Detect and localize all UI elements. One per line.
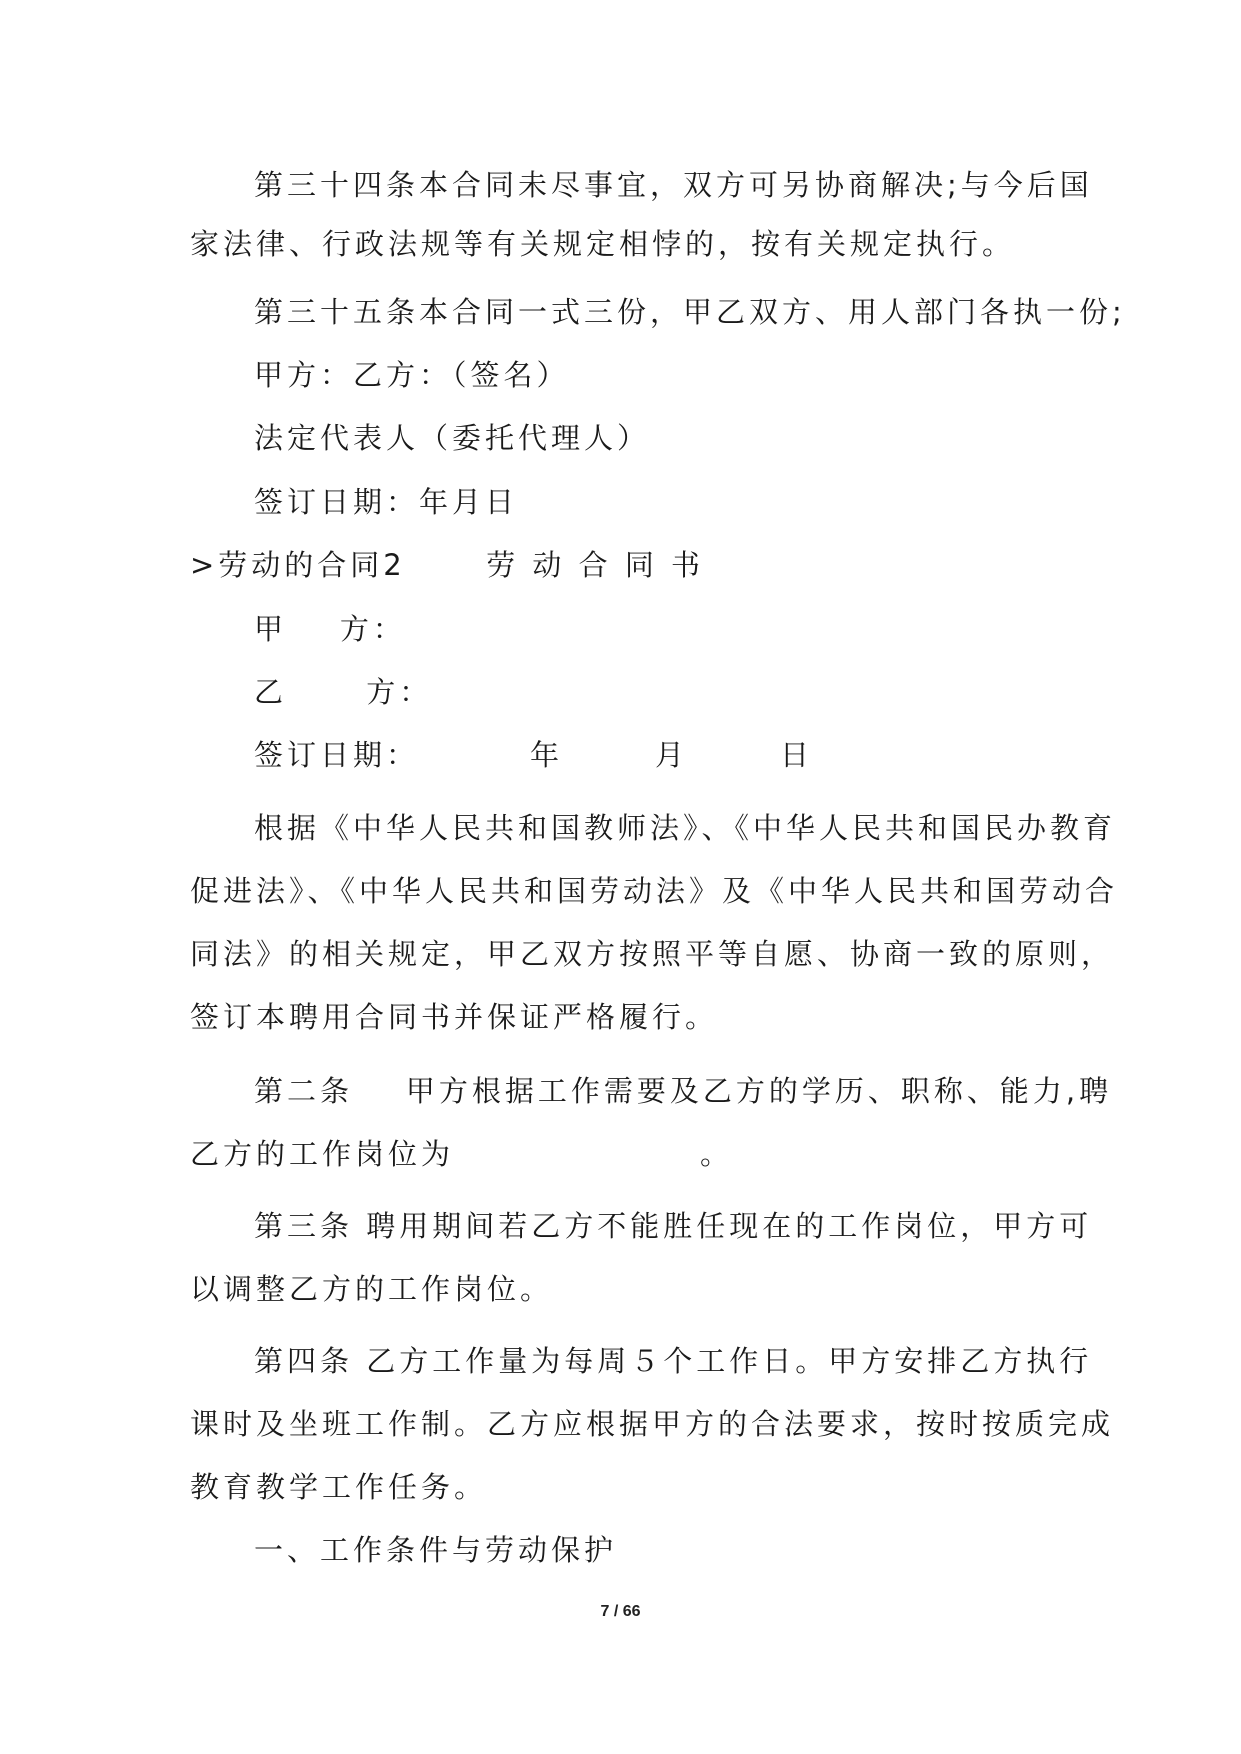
paragraph-line: 根据《中华人民共和国教师法》、《中华人民共和国民办教育 — [254, 811, 1117, 845]
paragraph-line: 法定代表人（委托代理人） — [254, 421, 651, 455]
month-label: 月 — [655, 738, 689, 772]
paragraph-line: 签订本聘用合同书并保证严格履行。 — [190, 1000, 719, 1034]
job-position-label: 乙方的工作岗位为 — [190, 1137, 455, 1171]
paragraph-line: 家法律、行政法规等有关规定相悖的，按有关规定执行。 — [190, 227, 1016, 261]
day-label: 日 — [780, 738, 814, 772]
party-a-line: 甲 方： — [254, 612, 406, 646]
page-number: 7 / 66 — [600, 1603, 641, 1620]
signing-date-label: 签订日期： — [254, 738, 420, 772]
paragraph-line: 第三十四条本合同未尽事宜，双方可另协商解决;与今后国 — [254, 168, 1093, 202]
paragraph-line: 促进法》、《中华人民共和国劳动法》及《中华人民共和国劳动合 — [190, 874, 1119, 908]
paragraph-line: 同法》的相关规定，甲乙双方按照平等自愿、协商一致的原则， — [190, 937, 1115, 971]
paragraph-line: 第四条 乙方工作量为每周５个工作日。甲方安排乙方执行 — [254, 1344, 1093, 1378]
document-title: 劳 动 合 同 书 — [486, 548, 705, 582]
signing-date-line — [254, 735, 814, 775]
job-position-line — [190, 1134, 734, 1174]
paragraph-line: 第三条 聘用期间若乙方不能胜任现在的工作岗位，甲方可 — [254, 1209, 1093, 1243]
paragraph-line: 第三十五条本合同一式三份，甲乙双方、用人部门各执一份; — [254, 295, 1126, 329]
paragraph-line: 课时及坐班工作制。乙方应根据甲方的合法要求，按时按质完成 — [190, 1407, 1115, 1441]
paragraph-line: 甲方：乙方：（签名） — [254, 358, 570, 392]
section-heading-line — [190, 545, 704, 585]
paragraph-line: 第二条 甲方根据工作需要及乙方的学历、职称、能力,聘 — [254, 1074, 1113, 1108]
year-label: 年 — [530, 738, 564, 772]
paragraph-line: 以调整乙方的工作岗位。 — [190, 1272, 554, 1306]
job-position-end: 。 — [700, 1137, 734, 1171]
section-heading: 一、工作条件与劳动保护 — [254, 1533, 618, 1567]
party-b-line: 乙 方： — [254, 675, 433, 709]
paragraph-line: 教育教学工作任务。 — [190, 1470, 488, 1504]
paragraph-line: 签订日期：年月日 — [254, 485, 519, 519]
breadcrumb-link[interactable]: >劳动的合同2 — [190, 548, 406, 582]
